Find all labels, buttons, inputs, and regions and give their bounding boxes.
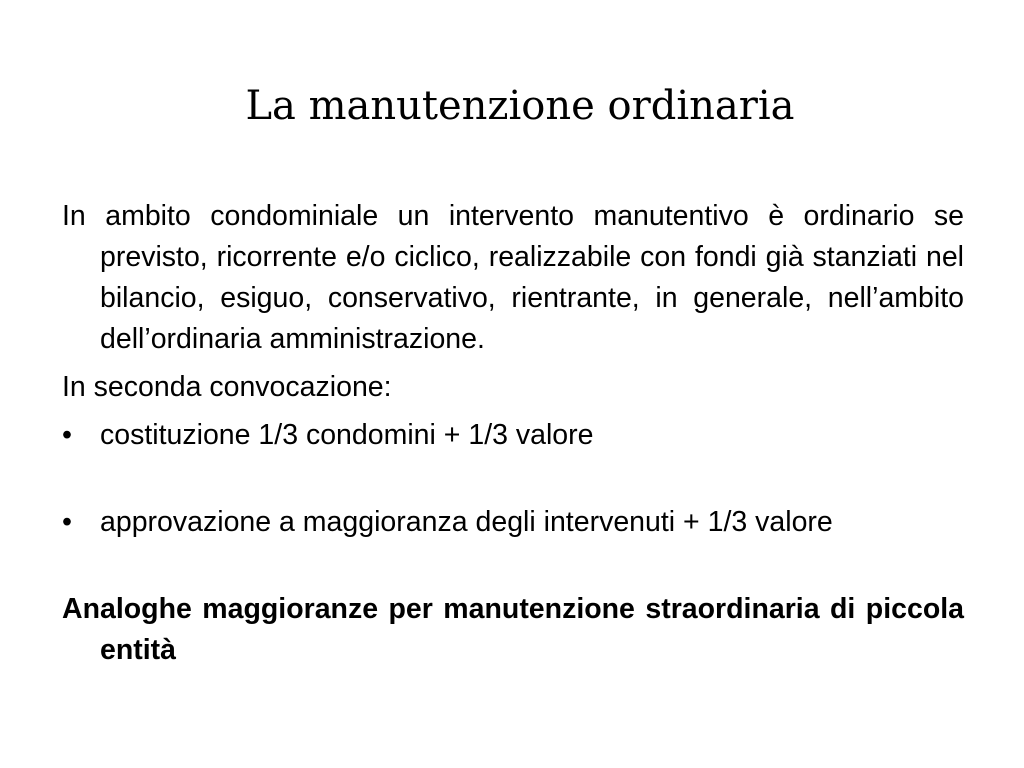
- bullet-text: costituzione 1/3 condomini + 1/3 valore: [100, 419, 594, 451]
- closing-note: Analoghe maggioranze per manutenzione straordinaria di piccola entità: [62, 593, 964, 666]
- bullet-icon: •: [62, 506, 72, 538]
- bullet-item-quorum: [62, 415, 964, 456]
- intro-paragraph: In ambito condominiale un intervento manutentivo è ordinario se previsto, ricorrente e/o ciclico, realizzabile con fondi già stanziati nel bilancio, esiguo, conservativo, rientrante, in generale, nell’ambito dell’ordinaria amministrazione.: [62, 200, 964, 355]
- bullet-icon: •: [62, 419, 72, 451]
- second-call-heading: In seconda convocazione:: [62, 371, 392, 403]
- slide-body: [62, 196, 964, 671]
- bullet-item-approval: [62, 502, 964, 543]
- bullet-text: approvazione a maggioranza degli intervenuti + 1/3 valore: [100, 506, 833, 538]
- slide-title: La manutenzione ordinaria: [245, 83, 795, 129]
